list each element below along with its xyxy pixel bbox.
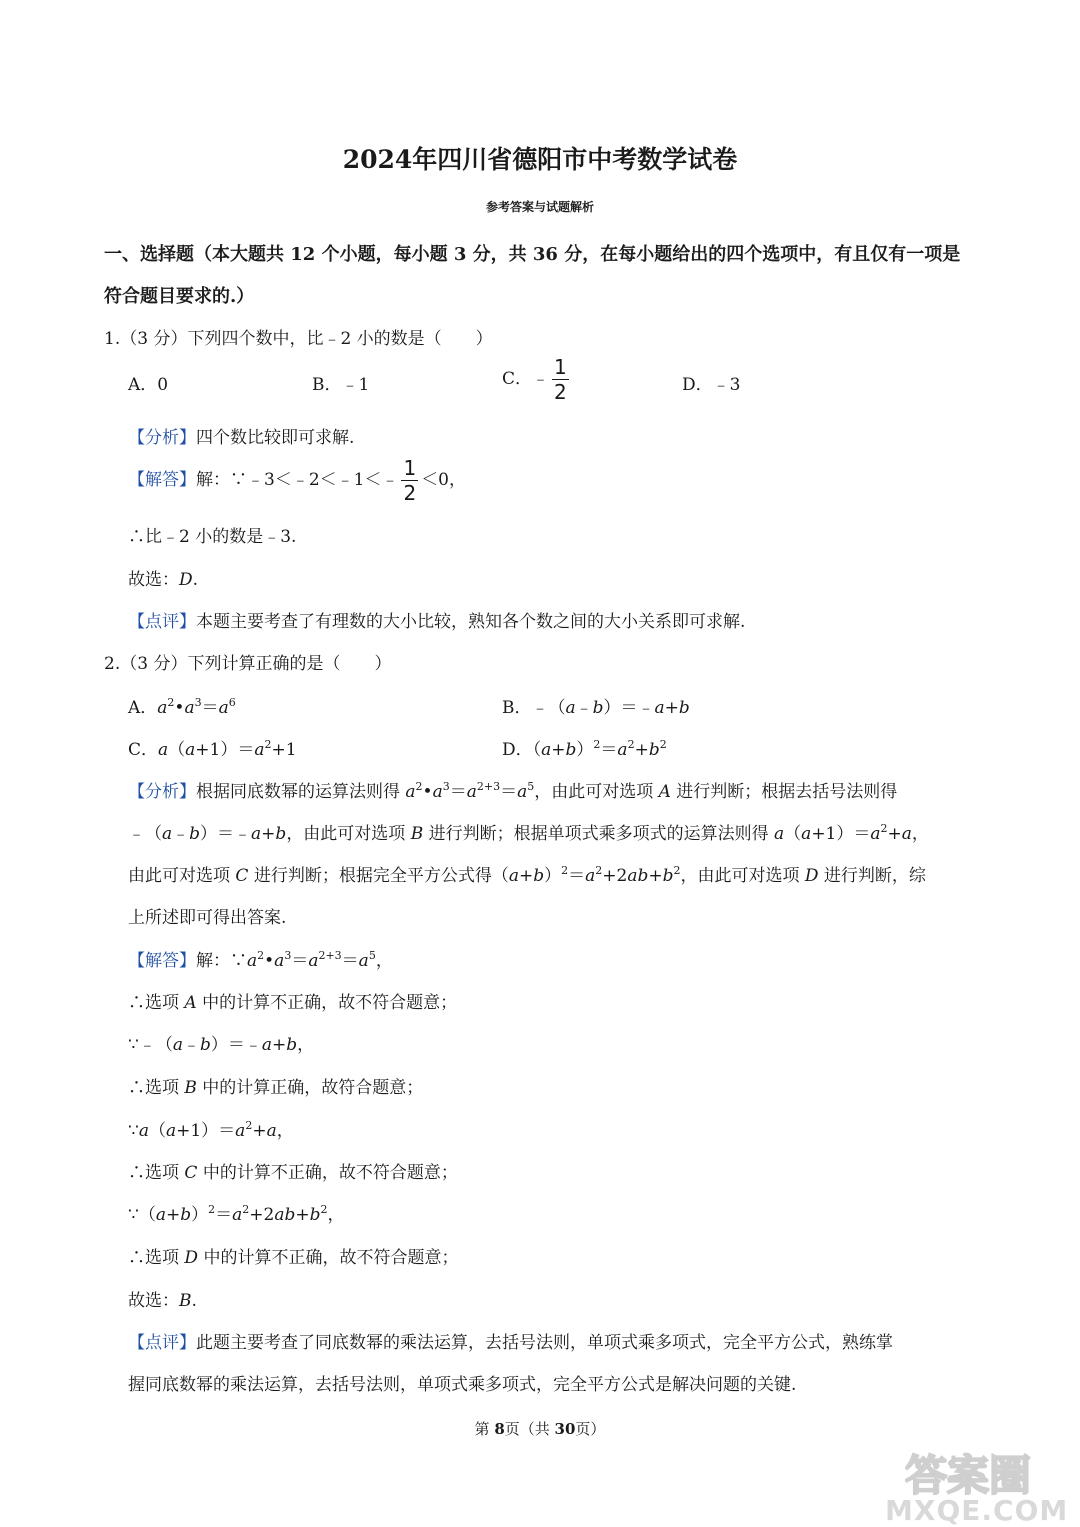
q1-choice-prefix: 故选： xyxy=(128,570,179,590)
q1-option-d: D．﹣3 xyxy=(682,375,741,395)
q1-answer-tail: ＜0， xyxy=(421,470,467,490)
footer-pre: 第 xyxy=(474,1420,495,1438)
q1-answer-text: 解：∵﹣3＜﹣2＜﹣1＜﹣ xyxy=(196,470,399,490)
q1-choice xyxy=(128,565,198,590)
watermark-logo xyxy=(905,1448,1075,1498)
q2-comment-tag: 【点评】 xyxy=(128,1333,196,1353)
q1-option-c-numerator: 1 xyxy=(554,355,567,379)
q2-analysis-line1: 【分析】根据同底数幂的运算法则得 $a^2•a^3=a^{2+3}=a^5$，由此可对选项 A 进行判断；根据去括号法则得 xyxy=(128,780,898,802)
q2-comment-line1 xyxy=(128,1328,893,1353)
q1-answer xyxy=(128,458,466,503)
q1-option-c-prefix: C．﹣ xyxy=(502,369,550,389)
q2-comment-line2: 握同底数幂的乘法运算，去括号法则，单项式乘多项式，完全平方公式是解决问题的关键. xyxy=(128,1375,797,1395)
q1-comment-text: 本题主要考查了有理数的大小比较，熟知各个数之间的大小关系即可求解. xyxy=(196,612,746,632)
q2-analysis-line2: ﹣（a﹣b）＝﹣a+b，由此可对选项 B 进行判断；根据单项式乘多项式的运算法则得 $a(a+1)=a^2+a$， xyxy=(128,822,929,844)
q2-step-4: $\because a(a+1)=a^2+a$， xyxy=(128,1119,294,1141)
q1-answer-numerator: 1 xyxy=(403,456,417,480)
q2-analysis-tag: 【分析】 xyxy=(128,782,196,802)
q2-option-c: C．$a(a+1)=a^2+1$ xyxy=(128,738,297,760)
q2-choice-letter: B xyxy=(179,1291,192,1311)
q2-option-b: B．﹣（a﹣b）＝﹣a+b xyxy=(502,698,690,718)
q2-choice-prefix: 故选： xyxy=(128,1291,179,1311)
q2-choice xyxy=(128,1286,197,1311)
q1-answer-fraction xyxy=(401,458,418,503)
section-heading-line2: 符合题目要求的.） xyxy=(104,286,255,307)
q1-answer-tag: 【解答】 xyxy=(128,470,196,490)
q2-analysis-line4: 上所述即可得出答案. xyxy=(128,908,287,928)
watermark-url: MXQE.COM xyxy=(885,1494,1069,1527)
q1-comment xyxy=(128,607,745,632)
q1-choice-end: . xyxy=(192,570,199,590)
q2-step-3: ∴选项 B 中的计算正确，故符合题意； xyxy=(128,1078,424,1098)
q2-step-5: ∴选项 C 中的计算不正确，故不符合题意； xyxy=(128,1163,458,1183)
section-heading-line1: 一、选择题（本大题共 12 个小题，每小题 3 分，共 36 分，在每小题给出的四个选项中，有且仅有一项是 xyxy=(104,244,961,265)
q1-answer-denominator: 2 xyxy=(403,481,417,505)
q2-analysis-line3: 由此可对选项 C 进行判断；根据完全平方公式得$(a+b)^2=a^2+2ab+b^2$，由此可对选项 D 进行判断，综 xyxy=(128,864,926,886)
q1-analysis-tag: 【分析】 xyxy=(128,428,196,448)
q1-option-c-fraction xyxy=(552,357,569,402)
q2-option-d: D．$(a+b)^2=a^2+b^2$ xyxy=(502,738,667,760)
q1-therefore: ∴比﹣2 小的数是﹣3. xyxy=(128,527,297,547)
q1-option-c-denominator: 2 xyxy=(554,380,567,404)
q1-option-c xyxy=(502,357,572,402)
page-footer xyxy=(0,1418,1080,1439)
q2-step-2: ∵﹣（a﹣b）＝﹣a+b， xyxy=(128,1035,315,1055)
watermark-logo-text: 答案圈 xyxy=(905,1451,1032,1498)
q2-step-6: $\because(a+b)^2=a^2+2ab+b^2$， xyxy=(128,1203,345,1225)
q1-analysis xyxy=(128,423,354,448)
footer-mid: 页（共 xyxy=(504,1420,555,1438)
q2-option-a: A．$a^2•a^3=a^6$ xyxy=(128,696,236,718)
q2-comment-text-1: 此题主要考查了同底数幂的乘法运算，去括号法则，单项式乘多项式，完全平方公式，熟练掌 xyxy=(196,1333,893,1353)
q1-comment-tag: 【点评】 xyxy=(128,612,196,632)
page-title: 2024年四川省德阳市中考数学试卷 xyxy=(342,145,738,174)
footer-post: 页） xyxy=(575,1420,606,1438)
q1-stem: 1.（3 分）下列四个数中，比﹣2 小的数是（ ） xyxy=(104,329,493,349)
q2-answer-tag: 【解答】 xyxy=(128,951,196,971)
q2-step-1: ∴选项 A 中的计算不正确，故不符合题意； xyxy=(128,993,458,1013)
q1-option-b: B．﹣1 xyxy=(312,375,370,395)
q2-step-7: ∴选项 D 中的计算不正确，故不符合题意； xyxy=(128,1248,459,1268)
q2-stem: 2.（3 分）下列计算正确的是（ ） xyxy=(104,654,392,674)
q2-choice-end: . xyxy=(191,1291,197,1311)
footer-page-number: 8 xyxy=(494,1420,505,1438)
q1-option-a: A．0 xyxy=(128,375,169,395)
q1-choice-letter: D xyxy=(179,570,193,590)
footer-total-pages: 30 xyxy=(554,1420,576,1438)
page-subtitle: 参考答案与试题解析 xyxy=(485,200,594,214)
q1-analysis-text: 四个数比较即可求解. xyxy=(196,428,355,448)
q2-answer: 【解答】解：$\because a^2•a^3=a^{2+3}=a^5$， xyxy=(128,949,393,971)
